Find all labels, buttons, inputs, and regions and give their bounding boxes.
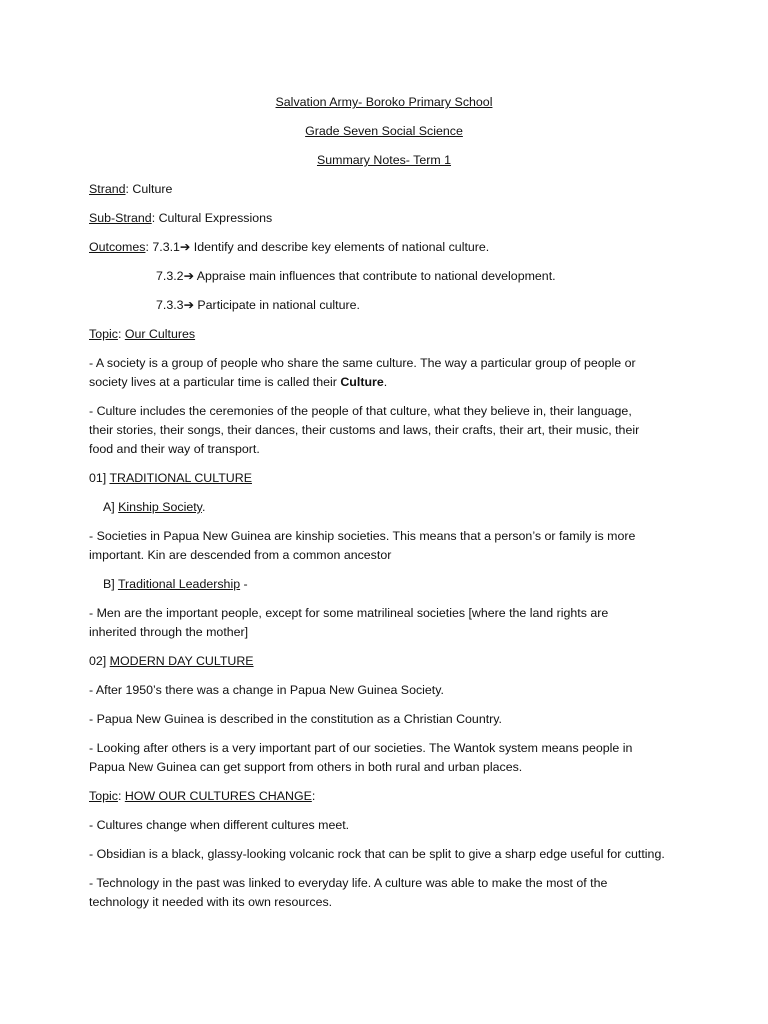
section-title: TRADITIONAL CULTURE <box>109 471 252 485</box>
school-name: Salvation Army- Boroko Primary School <box>275 95 493 109</box>
strand-line: Strand: Culture <box>89 182 173 196</box>
modern-paragraph-1: - After 1950’s there was a change in Papua New Guinea Society. <box>89 683 444 697</box>
arrow-icon: ➔ <box>179 240 191 254</box>
topic-label: Topic <box>89 789 118 803</box>
paragraph-line: their stories, their songs, their dances, their customs and laws, their crafts, their art, their music, their <box>89 423 640 437</box>
outcome-code: 7.3.3 <box>156 298 184 312</box>
modern-paragraph-3 <box>89 739 679 777</box>
kinship-paragraph <box>89 527 679 565</box>
paragraph-line: - Societies in Papua New Guinea are kinship societies. This means that a person’s or family is more <box>89 529 636 543</box>
section-number: 02] <box>89 654 110 668</box>
bold-term: Culture <box>340 375 384 389</box>
notes-title: Summary Notes- Term 1 <box>316 153 452 167</box>
change-paragraph-1: - Cultures change when different cultures meet. <box>89 818 350 832</box>
text-span: : <box>311 789 316 803</box>
paragraph-line: inherited through the mother] <box>89 625 249 639</box>
text-span: . <box>201 500 206 514</box>
section-number: 01] <box>89 471 110 485</box>
paragraph-line: technology it needed with its own resources. <box>89 895 333 909</box>
text-span: - <box>240 577 248 591</box>
paragraph-line: - Technology in the past was linked to everyday life. A culture was able to make the most of the <box>89 876 608 890</box>
sub-strand-line: Sub-Strand: Cultural Expressions <box>89 211 273 225</box>
header-notes <box>0 151 768 169</box>
change-paragraph-2: - Obsidian is a black, glassy-looking volcanic rock that can be split to give a sharp edge useful for cutting. <box>89 847 665 861</box>
outcome-line-1: Outcomes: 7.3.1➔ Identify and describe key elements of national culture. <box>89 240 490 254</box>
subsection-title: Traditional Leadership <box>117 577 241 591</box>
text-span: . <box>383 375 388 389</box>
topic-label: Topic <box>89 327 118 341</box>
outcome-text: Appraise main influences that contribute to national development. <box>196 269 556 283</box>
outcome-text: Identify and describe key elements of national culture. <box>193 240 490 254</box>
paragraph-line: - Men are the important people, except for some matrilineal societies [where the land rights are <box>89 606 609 620</box>
strand-value: Culture <box>132 182 173 196</box>
topic-line-1: Topic: Our Cultures <box>89 327 196 341</box>
paragraph-line: - Looking after others is a very important part of our societies. The Wantok system means people in <box>89 741 633 755</box>
topic-value: Our Cultures <box>124 327 196 341</box>
outcome-code: 7.3.2 <box>156 269 184 283</box>
leadership-paragraph <box>89 604 679 642</box>
paragraph-line <box>89 373 679 392</box>
outcome-code: 7.3.1 <box>152 240 180 254</box>
paragraph-line: important. Kin are descended from a common ancestor <box>89 548 392 562</box>
strand-label: Strand <box>89 182 126 196</box>
subsection-prefix: A] <box>103 500 119 514</box>
change-paragraph-3 <box>89 874 679 912</box>
arrow-icon: ➔ <box>183 298 194 312</box>
subject-title: Grade Seven Social Science <box>305 124 463 138</box>
header-school <box>0 93 768 111</box>
modern-paragraph-2: - Papua New Guinea is described in the constitution as a Christian Country. <box>89 712 503 726</box>
outcome-text: Participate in national culture. <box>197 298 360 312</box>
topic-value: HOW OUR CULTURES CHANGE <box>124 789 312 803</box>
topic-line-2: Topic: HOW OUR CULTURES CHANGE: <box>89 789 316 803</box>
sub-strand-value: Cultural Expressions <box>158 211 273 225</box>
section-heading-2 <box>89 652 254 670</box>
outcome-line-3 <box>156 296 360 314</box>
intro-paragraph-2 <box>89 402 679 459</box>
sub-strand-label: Sub-Strand <box>89 211 152 225</box>
subsection-prefix: B] <box>103 577 118 591</box>
subsection-b <box>103 575 248 593</box>
text-span: society lives at a particular time is called their <box>89 375 341 389</box>
subsection-title: Kinship Society <box>118 500 202 514</box>
paragraph-line: - Culture includes the ceremonies of the people of that culture, what they believe in, their language, <box>89 404 632 418</box>
paragraph-line: food and their way of transport. <box>89 442 260 456</box>
outcome-line-2 <box>156 267 556 285</box>
paragraph-line: - A society is a group of people who share the same culture. The way a particular group of people or <box>89 356 636 370</box>
paragraph-line: Papua New Guinea can get support from others in both rural and urban places. <box>89 760 523 774</box>
intro-paragraph-1 <box>89 354 679 392</box>
subsection-a <box>103 498 205 516</box>
outcomes-label: Outcomes <box>89 240 146 254</box>
section-title: MODERN DAY CULTURE <box>109 654 254 668</box>
header-subject <box>0 122 768 140</box>
section-heading-1 <box>89 469 252 487</box>
arrow-icon: ➔ <box>183 269 194 283</box>
